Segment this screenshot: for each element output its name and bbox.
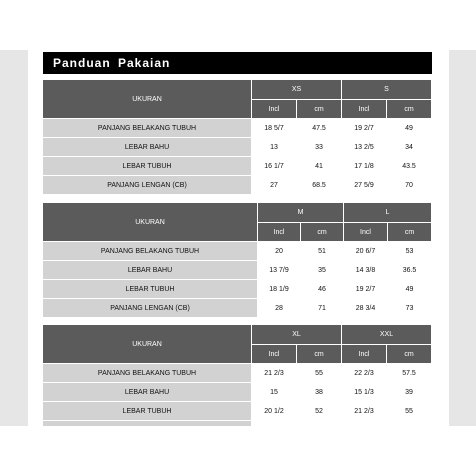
cell-value: 55 (297, 364, 342, 383)
unit-header: cm (388, 223, 432, 242)
cell-value: 13 2/5 (342, 138, 387, 157)
cell-value: 17 1/8 (342, 157, 387, 176)
row-label: LEBAR TUBUH (43, 157, 252, 176)
size-table-xl-xxl (43, 325, 432, 426)
unit-header: Incl (258, 223, 301, 242)
row-label: PANJANG BELAKANG TUBUH (43, 364, 252, 383)
row-label: LEBAR BAHU (43, 138, 252, 157)
cell-value: 20 (258, 242, 301, 261)
table-row-partial (43, 421, 432, 426)
cell-value: 34 (387, 138, 432, 157)
cell-value: 71 (301, 299, 344, 318)
page-title: Panduan Pakaian (43, 52, 432, 74)
cell-value: 68.5 (297, 176, 342, 195)
cell-value-partial (252, 421, 297, 426)
cell-value: 28 3/4 (344, 299, 388, 318)
row-label: LEBAR TUBUH (43, 280, 258, 299)
ukuran-header: UKURAN (43, 80, 252, 119)
row-label: PANJANG BELAKANG TUBUH (43, 242, 258, 261)
size-header-xs: XS (252, 80, 342, 100)
cell-value: 13 (252, 138, 297, 157)
cell-value: 52 (297, 402, 342, 421)
cell-value: 35 (301, 261, 344, 280)
table-row (43, 402, 432, 421)
cell-value: 41 (297, 157, 342, 176)
cell-value: 27 (252, 176, 297, 195)
unit-header: cm (387, 100, 432, 119)
unit-header: Incl (252, 345, 297, 364)
cell-value: 49 (388, 280, 432, 299)
ukuran-header: UKURAN (43, 203, 258, 242)
cell-value: 49 (387, 119, 432, 138)
cell-value: 13 7/9 (258, 261, 301, 280)
size-header-xl: XL (252, 325, 342, 345)
unit-header: Incl (342, 345, 387, 364)
cell-value: 73 (388, 299, 432, 318)
cell-value: 18 1/9 (258, 280, 301, 299)
row-label: PANJANG BELAKANG TUBUH (43, 119, 252, 138)
unit-header: cm (297, 100, 342, 119)
cell-value: 16 1/7 (252, 157, 297, 176)
cell-value: 70 (387, 176, 432, 195)
cell-value: 22 2/3 (342, 364, 387, 383)
row-label-partial (43, 421, 252, 426)
row-label: PANJANG LENGAN (CB) (43, 176, 252, 195)
cell-value-partial (297, 421, 342, 426)
cell-value: 57.5 (387, 364, 432, 383)
cell-value: 15 1/3 (342, 383, 387, 402)
cell-value: 55 (387, 402, 432, 421)
cell-value: 21 2/3 (342, 402, 387, 421)
unit-header: Incl (252, 100, 297, 119)
size-header-s: S (342, 80, 432, 100)
row-label: LEBAR BAHU (43, 261, 258, 280)
cell-value: 36.5 (388, 261, 432, 280)
cell-value: 28 (258, 299, 301, 318)
cell-value: 19 2/7 (342, 119, 387, 138)
row-label: LEBAR TUBUH (43, 402, 252, 421)
cell-value: 33 (297, 138, 342, 157)
cell-value: 46 (301, 280, 344, 299)
ukuran-header: UKURAN (43, 325, 252, 364)
table-row (43, 364, 432, 383)
unit-header: cm (301, 223, 344, 242)
cell-value: 47.5 (297, 119, 342, 138)
cell-value: 14 3/8 (344, 261, 388, 280)
cell-value: 53 (388, 242, 432, 261)
unit-header: Incl (344, 223, 388, 242)
size-header-xxl: XXL (342, 325, 432, 345)
cell-value: 39 (387, 383, 432, 402)
unit-header: Incl (342, 100, 387, 119)
size-header-l: L (344, 203, 432, 223)
cell-value-partial (342, 421, 387, 426)
unit-header: cm (387, 345, 432, 364)
row-label: LEBAR BAHU (43, 383, 252, 402)
cell-value: 38 (297, 383, 342, 402)
cell-value: 51 (301, 242, 344, 261)
unit-header: cm (297, 345, 342, 364)
table-row (43, 383, 432, 402)
cell-value: 21 2/3 (252, 364, 297, 383)
cell-value: 27 5/9 (342, 176, 387, 195)
cell-value: 20 6/7 (344, 242, 388, 261)
cell-value: 20 1/2 (252, 402, 297, 421)
size-header-m: M (258, 203, 344, 223)
cell-value: 43.5 (387, 157, 432, 176)
cell-value: 18 5/7 (252, 119, 297, 138)
size-header-row (43, 325, 432, 345)
cell-value: 19 2/7 (344, 280, 388, 299)
cell-value-partial (387, 421, 432, 426)
cell-value: 15 (252, 383, 297, 402)
row-label: PANJANG LENGAN (CB) (43, 299, 258, 318)
